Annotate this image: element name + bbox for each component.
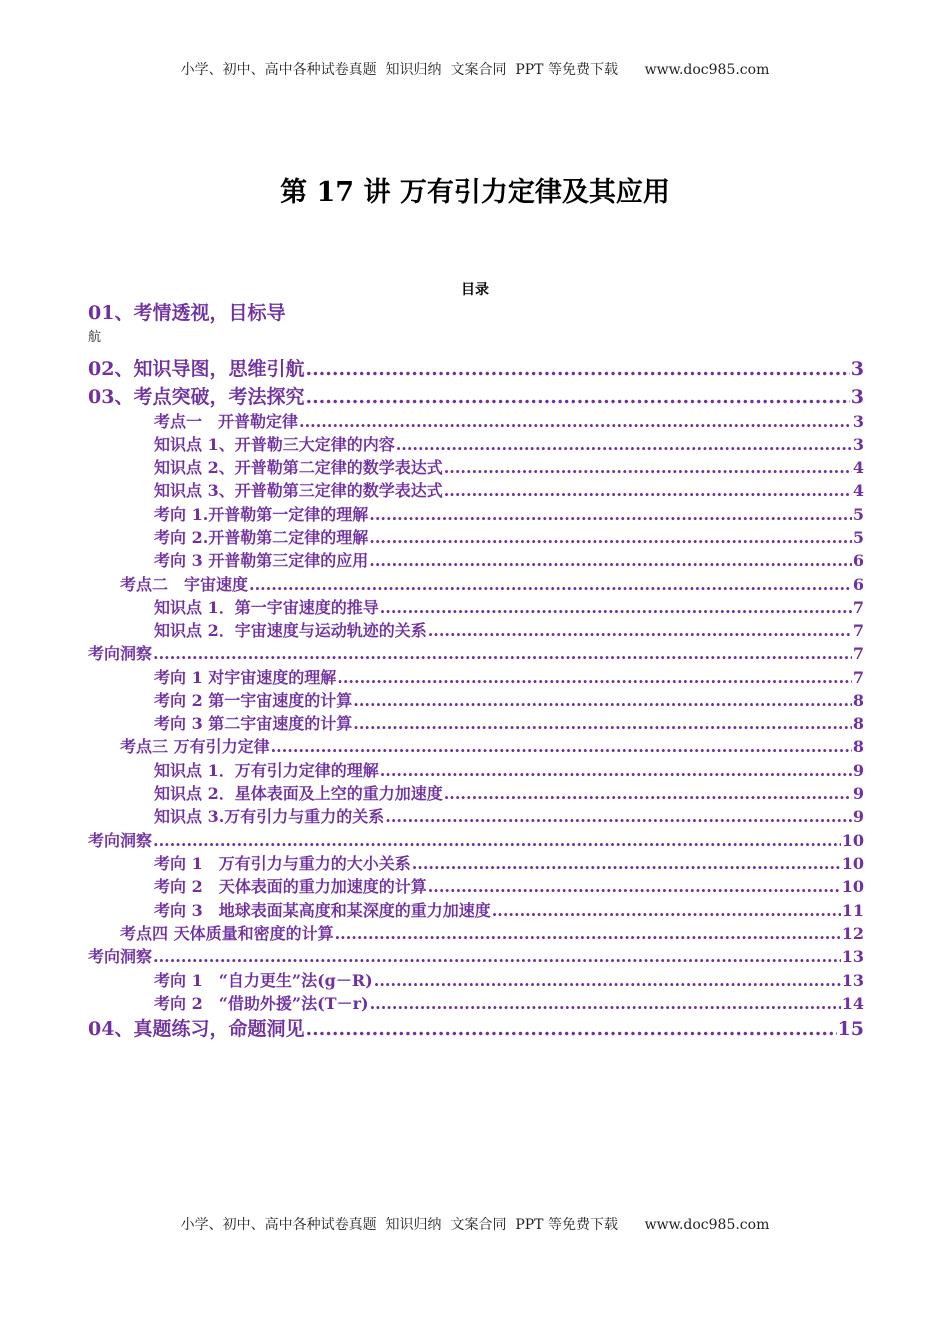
toc-leader-dots xyxy=(353,714,852,733)
toc-entry-label: 知识点 2、开普勒第二定律的数学表达式 xyxy=(154,458,443,477)
toc-entry-label: 考向 3 地球表面某高度和某深度的重力加速度 xyxy=(154,901,491,920)
toc-entry-label: 考向 3 开普勒第三定律的应用 xyxy=(154,551,369,570)
toc-entry-label: 考向洞察 xyxy=(88,831,153,850)
toc-entry-page-number: 11 xyxy=(841,901,864,920)
toc-entry-page-number: 8 xyxy=(852,737,864,756)
toc-entry-label: 考点四 天体质量和密度的计算 xyxy=(120,924,334,943)
toc-leader-dots xyxy=(305,386,849,408)
toc-entry[interactable] xyxy=(154,502,864,525)
toc-entry-label: 03、考点突破，考法探究 xyxy=(88,386,305,408)
toc-leader-dots xyxy=(305,1018,836,1040)
toc-leader-dots xyxy=(370,994,841,1013)
toc-entry-page-number: 10 xyxy=(841,831,864,850)
toc-entry-page-number: 13 xyxy=(841,947,864,966)
toc-entry-page-number: 3 xyxy=(850,358,864,380)
toc-leader-dots xyxy=(271,737,852,756)
toc-entry-page-number: 15 xyxy=(837,1018,864,1040)
toc-entry[interactable] xyxy=(88,641,864,664)
toc-entry-label: 知识点 3.万有引力与重力的关系 xyxy=(154,807,385,826)
toc-leader-dots xyxy=(153,947,841,966)
toc-entry-page-number: 3 xyxy=(852,435,864,454)
toc-leader-dots xyxy=(428,621,852,640)
toc-entry-label: 04、真题练习，命题洞见 xyxy=(88,1018,305,1040)
toc-entry-label: 考向 2.开普勒第二定律的理解 xyxy=(154,528,369,547)
toc-entry-page-number: 10 xyxy=(841,877,864,896)
toc-entry[interactable] xyxy=(88,1014,864,1041)
toc-entry[interactable] xyxy=(154,991,864,1014)
toc-leader-dots xyxy=(299,412,852,431)
toc-entry[interactable] xyxy=(88,828,864,851)
toc-entry-page-number: 5 xyxy=(852,528,864,547)
toc-entry-page-number: 14 xyxy=(841,994,864,1013)
toc-entry[interactable] xyxy=(154,781,864,804)
toc-leader-dots xyxy=(374,971,841,990)
toc-entry[interactable] xyxy=(88,354,864,381)
toc-entry-page-number: 7 xyxy=(852,598,864,617)
toc-entry[interactable] xyxy=(154,665,864,688)
toc-entry[interactable] xyxy=(154,898,864,921)
toc-entry-page-number: 4 xyxy=(852,481,864,500)
toc-entry-page-number: 7 xyxy=(852,668,864,687)
toc-entry-label: 考点三 万有引力定律 xyxy=(120,737,270,756)
toc-entry-page-number: 3 xyxy=(852,412,864,431)
toc-entry-page-number: 9 xyxy=(852,807,864,826)
toc-entry-label: 考向 1.开普勒第一定律的理解 xyxy=(154,505,369,524)
toc-entry[interactable] xyxy=(154,432,864,455)
toc-entry-label: 知识点 1．万有引力定律的理解 xyxy=(154,761,379,780)
toc-leader-dots xyxy=(385,807,852,826)
toc-entry[interactable] xyxy=(88,944,864,967)
toc-leader-dots xyxy=(369,505,852,524)
toc-leader-dots xyxy=(369,528,852,547)
toc-leader-dots xyxy=(444,458,852,477)
toc-entry-label: 考点一 开普勒定律 xyxy=(154,412,299,431)
toc-entry[interactable] xyxy=(154,968,864,991)
toc-entry-label: 02、知识导图，思维引航 xyxy=(88,358,305,380)
toc-entry-label: 考向 1 “自力更生”法(g－R) xyxy=(154,971,373,990)
toc-heading: 目录 xyxy=(461,282,489,298)
toc-entry[interactable] xyxy=(154,455,864,478)
toc-entry[interactable] xyxy=(154,711,864,734)
document-title: 第 17 讲 万有引力定律及其应用 xyxy=(280,177,670,208)
toc-entry[interactable] xyxy=(154,851,864,874)
toc-entry[interactable] xyxy=(154,525,864,548)
toc-entry[interactable] xyxy=(154,618,864,641)
toc-leader-dots xyxy=(428,877,841,896)
toc-leader-dots xyxy=(412,854,841,873)
toc-entry-label: 考向 2 第一宇宙速度的计算 xyxy=(154,691,353,710)
toc-entry-label: 知识点 3、开普勒第三定律的数学表达式 xyxy=(154,481,443,500)
toc-entry-label: 考向 3 第二宇宙速度的计算 xyxy=(154,714,353,733)
toc-entry-page-number: 9 xyxy=(852,761,864,780)
toc-leader-dots xyxy=(353,691,852,710)
toc-entry-page-number: 10 xyxy=(841,854,864,873)
toc-entry-label: 考向 2 天体表面的重力加速度的计算 xyxy=(154,877,427,896)
toc-leader-dots xyxy=(305,358,849,380)
toc-entry-label: 考向 2 “借助外援”法(T－r) xyxy=(154,994,369,1013)
toc-leader-dots xyxy=(444,784,852,803)
toc-leader-dots xyxy=(249,575,852,594)
toc-entry-page-number: 7 xyxy=(852,644,864,663)
toc-leader-dots xyxy=(369,551,852,570)
toc-leader-dots xyxy=(444,481,852,500)
toc-entry-label: 知识点 2．星体表面及上空的重力加速度 xyxy=(154,784,443,803)
toc-entry-label: 考向洞察 xyxy=(88,947,153,966)
toc-entry-label: 知识点 2．宇宙速度与运动轨迹的关系 xyxy=(154,621,427,640)
toc-entry[interactable] xyxy=(154,874,864,897)
toc-entry[interactable] xyxy=(154,595,864,618)
toc-entry-page-number: 5 xyxy=(852,505,864,524)
toc-entry[interactable] xyxy=(154,688,864,711)
toc-entry-page-number: 12 xyxy=(841,924,864,943)
toc-entry-label: 考点二 宇宙速度 xyxy=(120,575,249,594)
toc-entry[interactable] xyxy=(120,572,864,595)
toc-entry-wrap-text: 航 xyxy=(88,330,102,345)
toc-entry[interactable] xyxy=(88,382,864,409)
toc-leader-dots xyxy=(337,668,852,687)
toc-entry-page-number: 9 xyxy=(852,784,864,803)
page-header: 小学、初中、高中各种试卷真题 知识归纳 文案合同 PPT 等免费下载 www.doc985.com xyxy=(180,62,770,78)
toc-entry-page-number: 3 xyxy=(850,386,864,408)
toc-entry[interactable] xyxy=(120,734,864,757)
toc-leader-dots xyxy=(492,901,841,920)
toc-entry[interactable] xyxy=(154,758,864,781)
toc-entry-page-number: 8 xyxy=(852,691,864,710)
toc-entry[interactable] xyxy=(154,548,864,571)
toc-leader-dots xyxy=(380,761,852,780)
toc-leader-dots xyxy=(153,831,841,850)
toc-entry[interactable] xyxy=(154,478,864,501)
toc-entry[interactable] xyxy=(120,921,864,944)
toc-entry[interactable] xyxy=(88,298,864,325)
toc-leader-dots xyxy=(396,435,852,454)
toc-leader-dots xyxy=(153,644,852,663)
toc-entry-page-number: 13 xyxy=(841,971,864,990)
toc-entry-label: 01、考情透视，目标导 xyxy=(88,302,286,324)
toc-entry-label: 知识点 1、开普勒三大定律的内容 xyxy=(154,435,395,454)
toc-entry-label: 考向 1 对宇宙速度的理解 xyxy=(154,668,337,687)
toc-entry-label: 考向 1 万有引力与重力的大小关系 xyxy=(154,854,411,873)
toc-leader-dots xyxy=(335,924,841,943)
toc-entry-page-number: 6 xyxy=(852,575,864,594)
toc-entry[interactable] xyxy=(154,409,864,432)
page-footer: 小学、初中、高中各种试卷真题 知识归纳 文案合同 PPT 等免费下载 www.doc985.com xyxy=(180,1217,770,1233)
toc-entry-label: 知识点 1．第一宇宙速度的推导 xyxy=(154,598,379,617)
toc-leader-dots xyxy=(380,598,852,617)
toc-entry-page-number: 4 xyxy=(852,458,864,477)
toc-entry-page-number: 6 xyxy=(852,551,864,570)
toc-entry-page-number: 7 xyxy=(852,621,864,640)
toc-entry-label: 考向洞察 xyxy=(88,644,153,663)
toc-entry[interactable] xyxy=(154,804,864,827)
toc-entry-page-number: 8 xyxy=(852,714,864,733)
